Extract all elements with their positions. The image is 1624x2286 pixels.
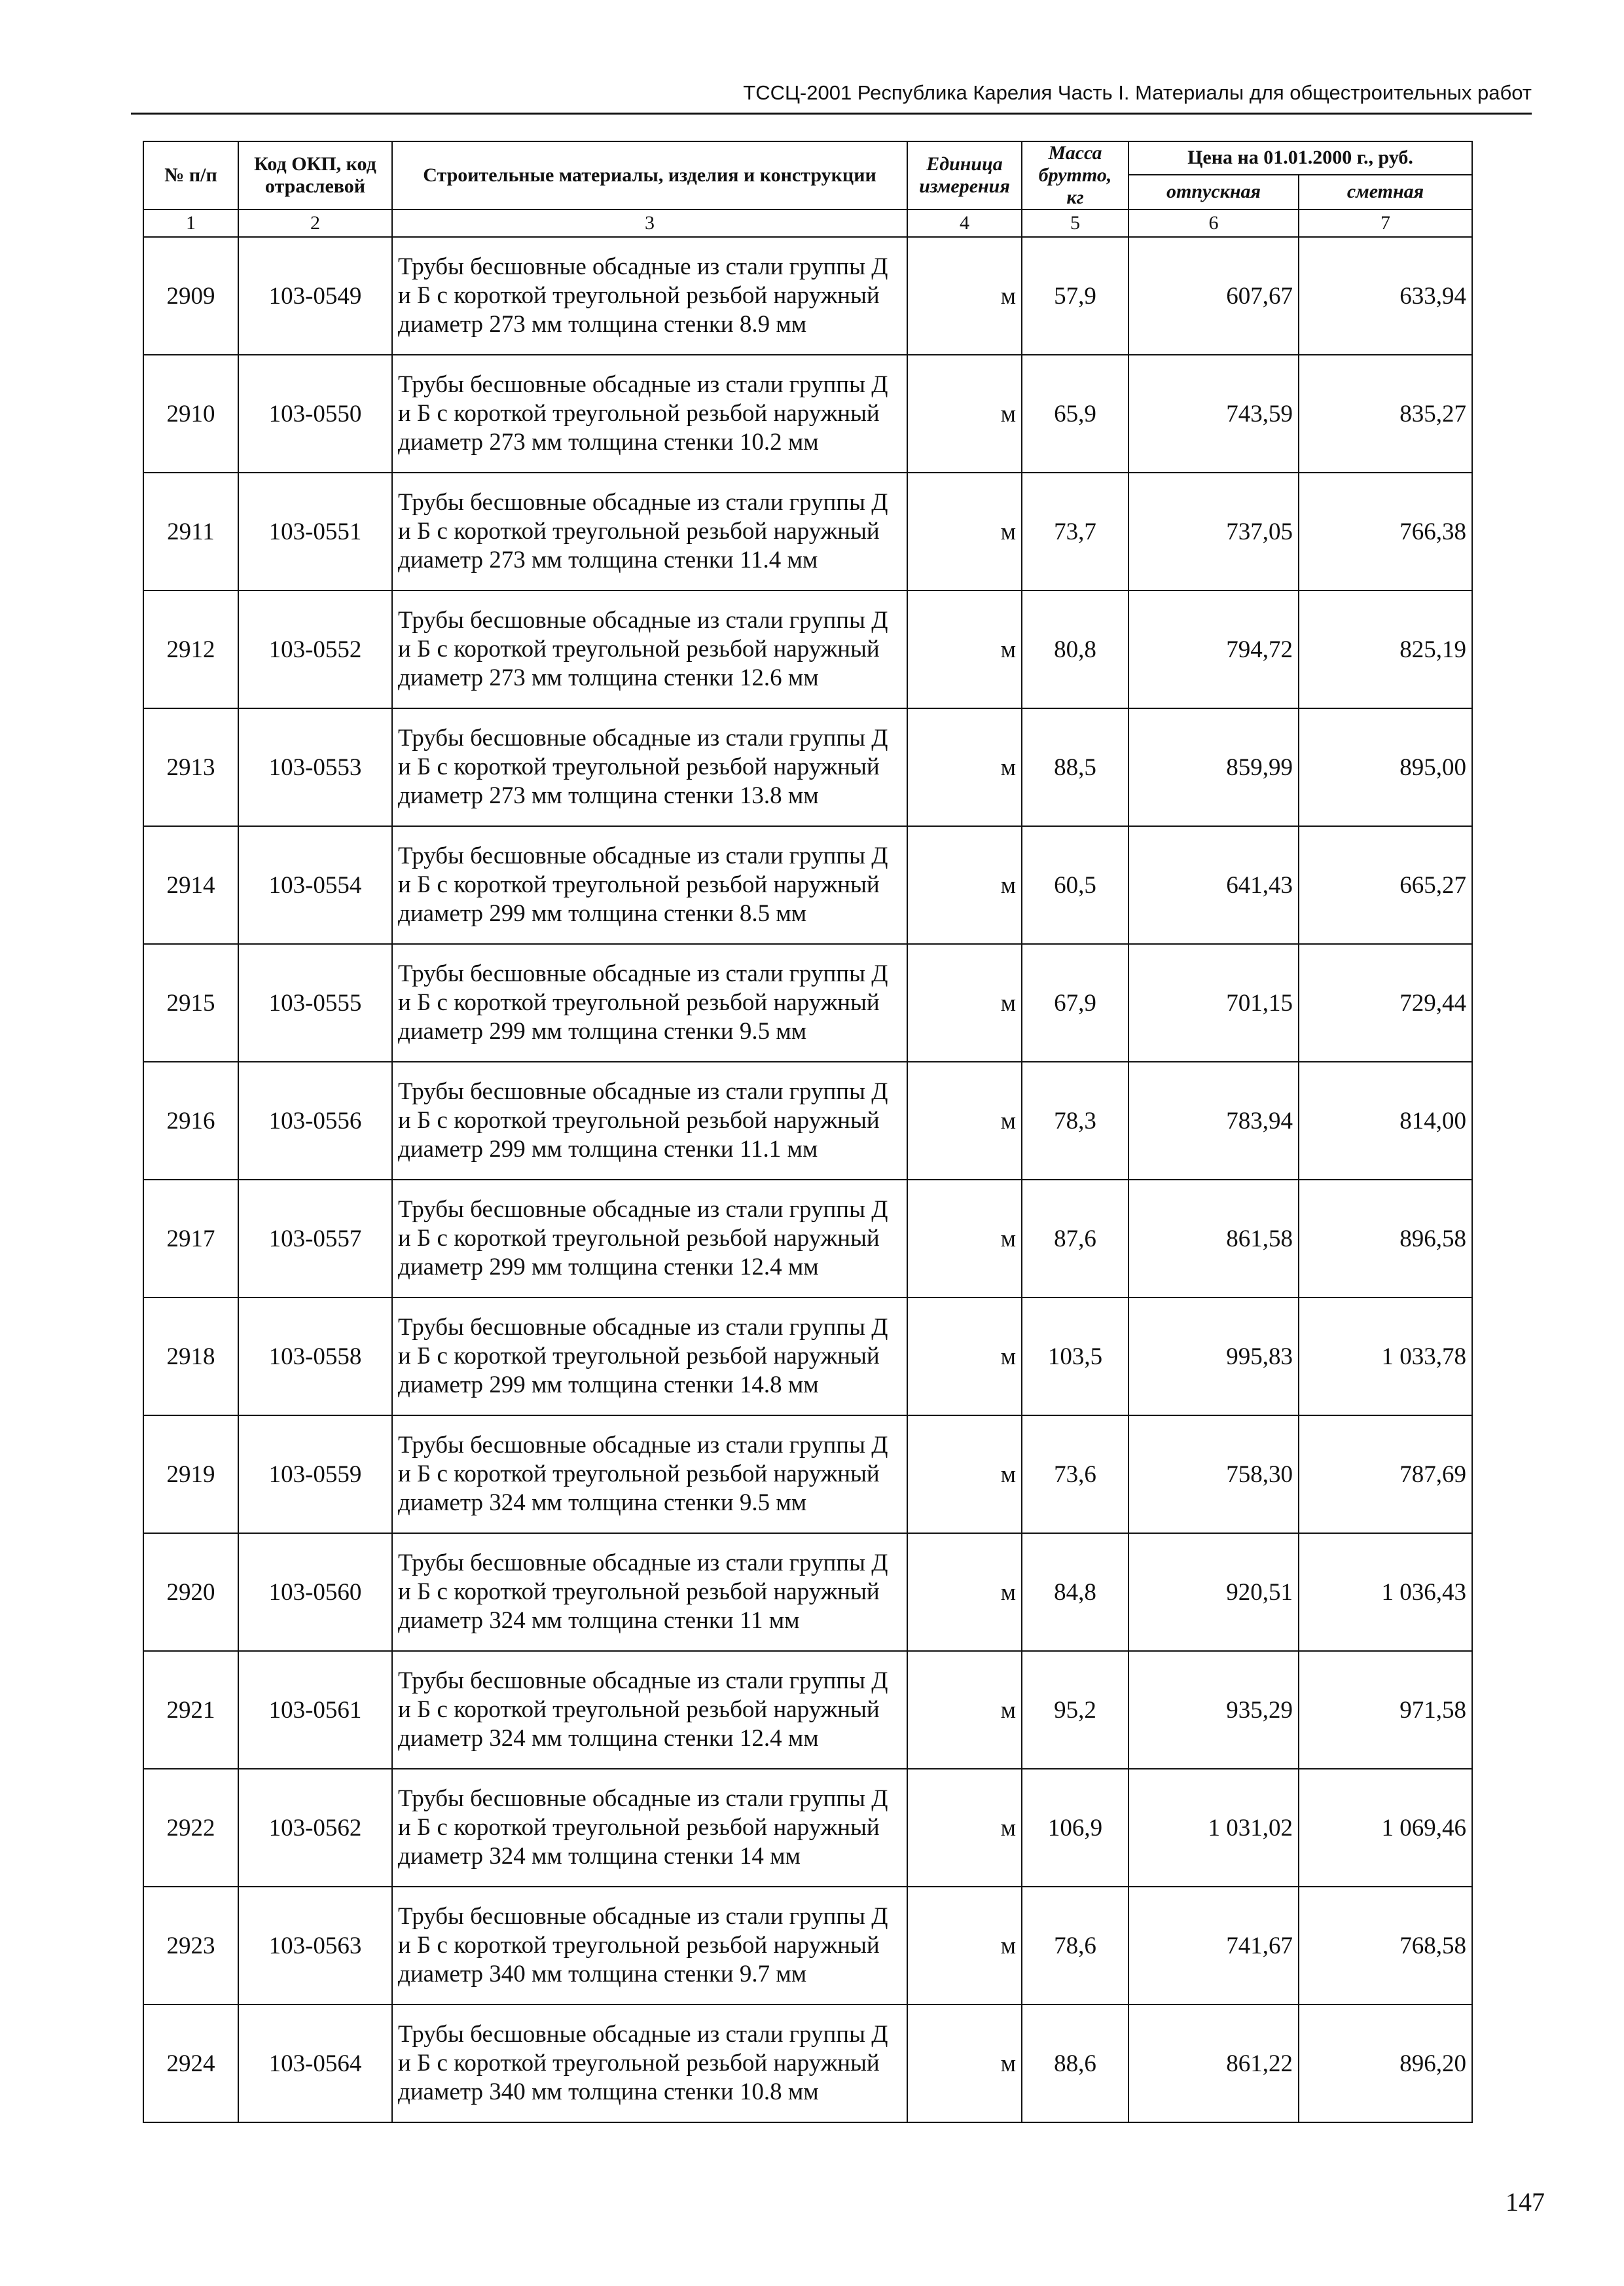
row-number: 2921 bbox=[143, 1651, 238, 1769]
okp-code: 103-0552 bbox=[238, 590, 392, 708]
price-release-cell: 1 031,02 bbox=[1128, 1769, 1299, 1887]
unit-cell: м bbox=[907, 826, 1022, 944]
material-name: Трубы бесшовные обсадные из стали группы Д и Б с короткой треугольной резьбой наружный диаметр 299 мм толщина стенки 8.5 мм bbox=[392, 826, 907, 944]
okp-code: 103-0560 bbox=[238, 1533, 392, 1651]
row-number: 2915 bbox=[143, 944, 238, 1062]
price-estimate-cell: 895,00 bbox=[1299, 708, 1472, 826]
okp-code: 103-0562 bbox=[238, 1769, 392, 1887]
price-estimate-cell: 896,20 bbox=[1299, 2005, 1472, 2122]
unit-cell: м bbox=[907, 1651, 1022, 1769]
unit-cell: м bbox=[907, 1887, 1022, 2005]
unit-cell: м bbox=[907, 237, 1022, 355]
table-row bbox=[143, 473, 1472, 590]
mass-cell: 95,2 bbox=[1022, 1651, 1128, 1769]
price-estimate-cell: 633,94 bbox=[1299, 237, 1472, 355]
col-number: 7 bbox=[1299, 209, 1472, 237]
okp-code: 103-0551 bbox=[238, 473, 392, 590]
mass-cell: 73,7 bbox=[1022, 473, 1128, 590]
header-rule bbox=[131, 113, 1532, 115]
okp-code: 103-0550 bbox=[238, 355, 392, 473]
price-release-cell: 607,67 bbox=[1128, 237, 1299, 355]
unit-cell: м bbox=[907, 1297, 1022, 1415]
table-row bbox=[143, 1769, 1472, 1887]
okp-code: 103-0555 bbox=[238, 944, 392, 1062]
material-name: Трубы бесшовные обсадные из стали группы Д и Б с короткой треугольной резьбой наружный диаметр 273 мм толщина стенки 12.6 мм bbox=[392, 590, 907, 708]
okp-code: 103-0558 bbox=[238, 1297, 392, 1415]
unit-cell: м bbox=[907, 473, 1022, 590]
mass-cell: 106,9 bbox=[1022, 1769, 1128, 1887]
price-estimate-cell: 665,27 bbox=[1299, 826, 1472, 944]
row-number: 2917 bbox=[143, 1180, 238, 1297]
okp-code: 103-0554 bbox=[238, 826, 392, 944]
mass-cell: 84,8 bbox=[1022, 1533, 1128, 1651]
table-row bbox=[143, 708, 1472, 826]
row-number: 2916 bbox=[143, 1062, 238, 1180]
price-estimate-cell: 814,00 bbox=[1299, 1062, 1472, 1180]
price-estimate-cell: 971,58 bbox=[1299, 1651, 1472, 1769]
row-number: 2914 bbox=[143, 826, 238, 944]
material-name: Трубы бесшовные обсадные из стали группы Д и Б с короткой треугольной резьбой наружный диаметр 340 мм толщина стенки 9.7 мм bbox=[392, 1887, 907, 2005]
price-release-cell: 861,58 bbox=[1128, 1180, 1299, 1297]
table-row bbox=[143, 826, 1472, 944]
price-estimate-cell: 1 036,43 bbox=[1299, 1533, 1472, 1651]
col-header-mass: Масса брутто, кг bbox=[1022, 141, 1128, 209]
row-number: 2918 bbox=[143, 1297, 238, 1415]
row-number: 2920 bbox=[143, 1533, 238, 1651]
row-number: 2913 bbox=[143, 708, 238, 826]
unit-cell: м bbox=[907, 355, 1022, 473]
price-table bbox=[143, 141, 1473, 2123]
price-release-cell: 859,99 bbox=[1128, 708, 1299, 826]
price-release-cell: 641,43 bbox=[1128, 826, 1299, 944]
table-row bbox=[143, 944, 1472, 1062]
mass-cell: 78,3 bbox=[1022, 1062, 1128, 1180]
price-estimate-cell: 835,27 bbox=[1299, 355, 1472, 473]
price-release-cell: 741,67 bbox=[1128, 1887, 1299, 2005]
price-release-cell: 701,15 bbox=[1128, 944, 1299, 1062]
col-header-price-estimate: сметная bbox=[1299, 175, 1472, 209]
material-name: Трубы бесшовные обсадные из стали группы Д и Б с короткой треугольной резьбой наружный диаметр 299 мм толщина стенки 12.4 мм bbox=[392, 1180, 907, 1297]
col-header-price-group: Цена на 01.01.2000 г., руб. bbox=[1128, 141, 1472, 175]
row-number: 2909 bbox=[143, 237, 238, 355]
price-estimate-cell: 1 033,78 bbox=[1299, 1297, 1472, 1415]
page-number: 147 bbox=[1506, 2187, 1545, 2217]
col-number: 4 bbox=[907, 209, 1022, 237]
table-row bbox=[143, 1297, 1472, 1415]
okp-code: 103-0549 bbox=[238, 237, 392, 355]
col-number: 2 bbox=[238, 209, 392, 237]
okp-code: 103-0564 bbox=[238, 2005, 392, 2122]
price-estimate-cell: 1 069,46 bbox=[1299, 1769, 1472, 1887]
col-header-unit: Единица измерения bbox=[907, 141, 1022, 209]
price-estimate-cell: 787,69 bbox=[1299, 1415, 1472, 1533]
price-release-cell: 995,83 bbox=[1128, 1297, 1299, 1415]
col-number: 3 bbox=[392, 209, 907, 237]
col-header-num: № п/п bbox=[143, 141, 238, 209]
unit-cell: м bbox=[907, 1180, 1022, 1297]
table-row bbox=[143, 1062, 1472, 1180]
okp-code: 103-0556 bbox=[238, 1062, 392, 1180]
price-release-cell: 920,51 bbox=[1128, 1533, 1299, 1651]
row-number: 2919 bbox=[143, 1415, 238, 1533]
price-release-cell: 743,59 bbox=[1128, 355, 1299, 473]
mass-cell: 103,5 bbox=[1022, 1297, 1128, 1415]
col-number: 6 bbox=[1128, 209, 1299, 237]
mass-cell: 78,6 bbox=[1022, 1887, 1128, 2005]
row-number: 2922 bbox=[143, 1769, 238, 1887]
col-header-price-release: отпускная bbox=[1128, 175, 1299, 209]
running-header: ТССЦ-2001 Республика Карелия Часть I. Материалы для общестроительных работ bbox=[743, 81, 1532, 104]
row-number: 2910 bbox=[143, 355, 238, 473]
price-estimate-cell: 896,58 bbox=[1299, 1180, 1472, 1297]
table-row bbox=[143, 590, 1472, 708]
table-row bbox=[143, 1180, 1472, 1297]
material-name: Трубы бесшовные обсадные из стали группы Д и Б с короткой треугольной резьбой наружный диаметр 273 мм толщина стенки 8.9 мм bbox=[392, 237, 907, 355]
okp-code: 103-0557 bbox=[238, 1180, 392, 1297]
price-release-cell: 758,30 bbox=[1128, 1415, 1299, 1533]
material-name: Трубы бесшовные обсадные из стали группы Д и Б с короткой треугольной резьбой наружный диаметр 299 мм толщина стенки 11.1 мм bbox=[392, 1062, 907, 1180]
mass-cell: 60,5 bbox=[1022, 826, 1128, 944]
col-number: 1 bbox=[143, 209, 238, 237]
unit-cell: м bbox=[907, 2005, 1022, 2122]
okp-code: 103-0553 bbox=[238, 708, 392, 826]
material-name: Трубы бесшовные обсадные из стали группы Д и Б с короткой треугольной резьбой наружный диаметр 273 мм толщина стенки 13.8 мм bbox=[392, 708, 907, 826]
table-row bbox=[143, 1415, 1472, 1533]
material-name: Трубы бесшовные обсадные из стали группы Д и Б с короткой треугольной резьбой наружный диаметр 273 мм толщина стенки 10.2 мм bbox=[392, 355, 907, 473]
material-name: Трубы бесшовные обсадные из стали группы Д и Б с короткой треугольной резьбой наружный диаметр 324 мм толщина стенки 14 мм bbox=[392, 1769, 907, 1887]
row-number: 2912 bbox=[143, 590, 238, 708]
table-row bbox=[143, 1887, 1472, 2005]
material-name: Трубы бесшовные обсадные из стали группы Д и Б с короткой треугольной резьбой наружный диаметр 273 мм толщина стенки 11.4 мм bbox=[392, 473, 907, 590]
col-header-name: Строительные материалы, изделия и конструкции bbox=[392, 141, 907, 209]
price-release-cell: 737,05 bbox=[1128, 473, 1299, 590]
material-name: Трубы бесшовные обсадные из стали группы Д и Б с короткой треугольной резьбой наружный диаметр 299 мм толщина стенки 9.5 мм bbox=[392, 944, 907, 1062]
price-release-cell: 783,94 bbox=[1128, 1062, 1299, 1180]
mass-cell: 73,6 bbox=[1022, 1415, 1128, 1533]
table-row bbox=[143, 2005, 1472, 2122]
mass-cell: 87,6 bbox=[1022, 1180, 1128, 1297]
col-number: 5 bbox=[1022, 209, 1128, 237]
table-row bbox=[143, 1533, 1472, 1651]
row-number: 2924 bbox=[143, 2005, 238, 2122]
col-header-code: Код ОКП, код отраслевой bbox=[238, 141, 392, 209]
price-release-cell: 935,29 bbox=[1128, 1651, 1299, 1769]
unit-cell: м bbox=[907, 1769, 1022, 1887]
table-row bbox=[143, 355, 1472, 473]
unit-cell: м bbox=[907, 944, 1022, 1062]
unit-cell: м bbox=[907, 1062, 1022, 1180]
price-estimate-cell: 766,38 bbox=[1299, 473, 1472, 590]
price-release-cell: 861,22 bbox=[1128, 2005, 1299, 2122]
table-row bbox=[143, 237, 1472, 355]
material-name: Трубы бесшовные обсадные из стали группы Д и Б с короткой треугольной резьбой наружный диаметр 324 мм толщина стенки 9.5 мм bbox=[392, 1415, 907, 1533]
unit-cell: м bbox=[907, 590, 1022, 708]
mass-cell: 88,5 bbox=[1022, 708, 1128, 826]
unit-cell: м bbox=[907, 1533, 1022, 1651]
row-number: 2911 bbox=[143, 473, 238, 590]
column-number-row bbox=[143, 209, 1472, 237]
table-row bbox=[143, 1651, 1472, 1769]
mass-cell: 67,9 bbox=[1022, 944, 1128, 1062]
price-estimate-cell: 825,19 bbox=[1299, 590, 1472, 708]
price-estimate-cell: 729,44 bbox=[1299, 944, 1472, 1062]
table-body bbox=[143, 237, 1472, 2122]
unit-cell: м bbox=[907, 708, 1022, 826]
material-name: Трубы бесшовные обсадные из стали группы Д и Б с короткой треугольной резьбой наружный диаметр 340 мм толщина стенки 10.8 мм bbox=[392, 2005, 907, 2122]
row-number: 2923 bbox=[143, 1887, 238, 2005]
price-estimate-cell: 768,58 bbox=[1299, 1887, 1472, 2005]
material-name: Трубы бесшовные обсадные из стали группы Д и Б с короткой треугольной резьбой наружный диаметр 324 мм толщина стенки 12.4 мм bbox=[392, 1651, 907, 1769]
mass-cell: 88,6 bbox=[1022, 2005, 1128, 2122]
unit-cell: м bbox=[907, 1415, 1022, 1533]
material-name: Трубы бесшовные обсадные из стали группы Д и Б с короткой треугольной резьбой наружный диаметр 324 мм толщина стенки 11 мм bbox=[392, 1533, 907, 1651]
mass-cell: 80,8 bbox=[1022, 590, 1128, 708]
okp-code: 103-0561 bbox=[238, 1651, 392, 1769]
okp-code: 103-0559 bbox=[238, 1415, 392, 1533]
mass-cell: 65,9 bbox=[1022, 355, 1128, 473]
price-release-cell: 794,72 bbox=[1128, 590, 1299, 708]
mass-cell: 57,9 bbox=[1022, 237, 1128, 355]
material-name: Трубы бесшовные обсадные из стали группы Д и Б с короткой треугольной резьбой наружный диаметр 299 мм толщина стенки 14.8 мм bbox=[392, 1297, 907, 1415]
okp-code: 103-0563 bbox=[238, 1887, 392, 2005]
